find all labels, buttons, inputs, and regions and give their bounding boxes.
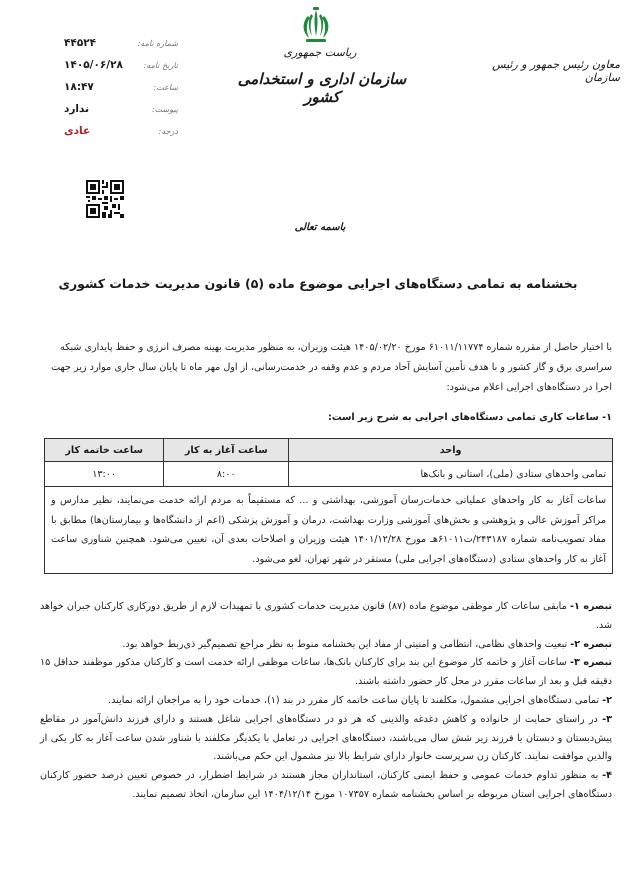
table-note-row bbox=[45, 487, 613, 574]
letter-meta bbox=[58, 32, 178, 142]
meta-row-attachment bbox=[58, 98, 178, 120]
letter-priority: عادی bbox=[64, 125, 91, 137]
item-2 bbox=[40, 692, 612, 711]
meta-label: درجه: bbox=[158, 126, 178, 136]
meta-label: ساعت: bbox=[153, 82, 178, 92]
item-text: در راستای حمایت از خانواده و کاهش دغدغه والدینی که هر دو در دستگاه‌های اجرایی شاغل هستند و دارای فرزند دانش‌آموز در مقاطع پیش‌دبستان و دبستان یا فرزند زیر شش سال می‌باشند، دستگاه‌های اجرایی در تعامل با یکدیگر مکلفند با شناور شدن ساعت آغاز به کار یکی از والدین موافقت نمایند. کارکنان زن سرپرست خانوار دارای شرایط بالا نیز مشمول این حکم می‌باشند. bbox=[40, 713, 612, 763]
presidency-label: ریاست جمهوری bbox=[283, 46, 357, 59]
note-lead: تبصره ۲- bbox=[570, 638, 612, 650]
note-lead: تبصره ۱- bbox=[569, 601, 612, 612]
item-text: تمامی دستگاه‌های اجرایی مشمول، مکلفند تا پایان ساعت خاتمه کار مقرر در بند (۱)، خدمات خود را به مراجعان ارائه نمایند. bbox=[108, 694, 603, 706]
table-note: ساعات آغاز به کار واحدهای عملیاتی خدمات‌رسان آموزشی، بهداشتی و ... که مستقیماً به مردم ارائه خدمت می‌نمایند، نظیر مدارس و مراکز آموزش عالی و پژوهشی و بخش‌های آموزشی وزارت بهداشت، درمان و آموزش پزشکی (اعم از دانشگاه‌ها و بیمارستان‌ها) مطابق با مفاد تصویب‌نامه شماره ۲۴۳۱۸۷/ت۶۱۰۱۱هـ مورخ ۱۴۰۱/۱۲/۲۸ هیئت وزیران و اصلاحات بعدی آن، تعیین می‌شود. همچنین شناوری ساعت آغاز به کار واحدهای ستادی (دستگاه‌های اجرایی ملی) مستقر در شهر تهران، لغو می‌شود. bbox=[45, 487, 613, 574]
iran-emblem-icon bbox=[296, 6, 336, 48]
item-lead: ۴- bbox=[602, 770, 612, 782]
note-text: تبعیت واحدهای نظامی، انتظامی و امنیتی از مفاد این بخشنامه منوط به نظر مراجع تصمیم‌گیر ذی‌ربط خواهد بود. bbox=[122, 638, 571, 650]
qr-code-icon bbox=[86, 180, 124, 218]
column-header-end: ساعت خاتمه کار bbox=[45, 439, 164, 462]
meta-row-time bbox=[58, 76, 178, 98]
document-title: بخشنامه به تمامی دستگاه‌های اجرایی موضوع ماده (۵) قانون مدیریت خدمات کشوری bbox=[58, 276, 578, 291]
note-2 bbox=[40, 636, 612, 655]
note-3 bbox=[40, 654, 612, 692]
besmeh: باسمه تعالی bbox=[294, 222, 346, 233]
letter-number: ۴۴۵۲۴ bbox=[64, 37, 97, 49]
table-row bbox=[45, 462, 613, 487]
note-lead: تبصره ۳- bbox=[569, 657, 612, 669]
organization-name: سازمان اداری و استخدامی کشور bbox=[237, 70, 407, 106]
item-3 bbox=[40, 711, 612, 767]
meta-label: شماره نامه: bbox=[137, 38, 178, 48]
item-1-heading: ۱- ساعات کاری تمامی دستگاه‌های اجرایی به شرح زیر است: bbox=[328, 412, 612, 423]
cell-start-time: ۸:۰۰ bbox=[164, 462, 289, 487]
item-4 bbox=[40, 767, 612, 805]
item-lead: ۲- bbox=[602, 694, 612, 706]
deputy-title: معاون رئیس جمهور و رئیس سازمان bbox=[492, 58, 620, 84]
column-header-start: ساعت آغاز به کار bbox=[164, 439, 289, 462]
letter-time: ۱۸:۴۷ bbox=[64, 81, 94, 93]
cell-end-time: ۱۳:۰۰ bbox=[45, 462, 164, 487]
work-hours-table bbox=[44, 438, 613, 574]
note-text: ساعات آغاز و خاتمه کار موضوع این بند برای کارکنان بانک‌ها، ساعات موظفی ارائه خدمت است و کارکنان مذکور موظفند حداقل ۱۵ دقیقه قبل و بعد از ساعات مقرر در محل کار حضور داشته باشند. bbox=[40, 657, 612, 688]
letter-date: ۱۴۰۵/۰۶/۲۸ bbox=[64, 59, 123, 71]
meta-row-priority bbox=[58, 120, 178, 142]
note-text: مابقی ساعات کار موظفی موضوع ماده (۸۷) قانون مدیریت خدمات کشوری با تمهیدات لازم از طریق دورکاری کارکنان جبران خواهد شد. bbox=[40, 601, 612, 631]
letter-attachment: ندارد bbox=[64, 103, 90, 115]
table-header-row bbox=[45, 439, 613, 462]
cell-unit: تمامی واحدهای ستادی (ملی)، استانی و بانک‌ها bbox=[289, 462, 613, 487]
intro-paragraph: با اختیار حاصل از مقرره شماره ۶۱۰۱۱/۱۱۷۷۴ مورخ ۱۴۰۵/۰۲/۲۰ هیئت وزیران، به منظور مدیریت بهینه مصرف انرژی و حفظ پایداری شبکه سراسری برق و گاز کشور و با هدف تأمین آسایش آحاد مردم و عدم وقفه در خدمت‌رسانی، از اول مهر ماه تا پایان سال جاری موارد زیر جهت اجرا در دستگاه‌های اجرایی اعلام می‌شود: bbox=[51, 342, 612, 393]
meta-label: پیوست: bbox=[151, 104, 178, 114]
document-body bbox=[40, 598, 612, 805]
meta-label: تاریخ نامه: bbox=[143, 60, 178, 70]
item-text: به منظور تداوم خدمات عمومی و حفظ ایمنی کارکنان، استانداران مجاز هستند در شرایط اضطرار، در خصوص تعیین درصد حضور کارکنان دستگاه‌های اجرایی استان مربوطه بر اساس بخشنامه شماره ۱۰۷۳۵۷ مورخ ۱۴۰۴/۱۲/۱۴ این سازمان، اتخاذ تصمیم نمایند. bbox=[40, 770, 612, 800]
meta-row-date bbox=[58, 54, 178, 76]
column-header-unit: واحد bbox=[289, 439, 613, 462]
item-lead: ۳- bbox=[602, 713, 612, 725]
note-1 bbox=[40, 598, 612, 636]
meta-row-number bbox=[58, 32, 178, 54]
